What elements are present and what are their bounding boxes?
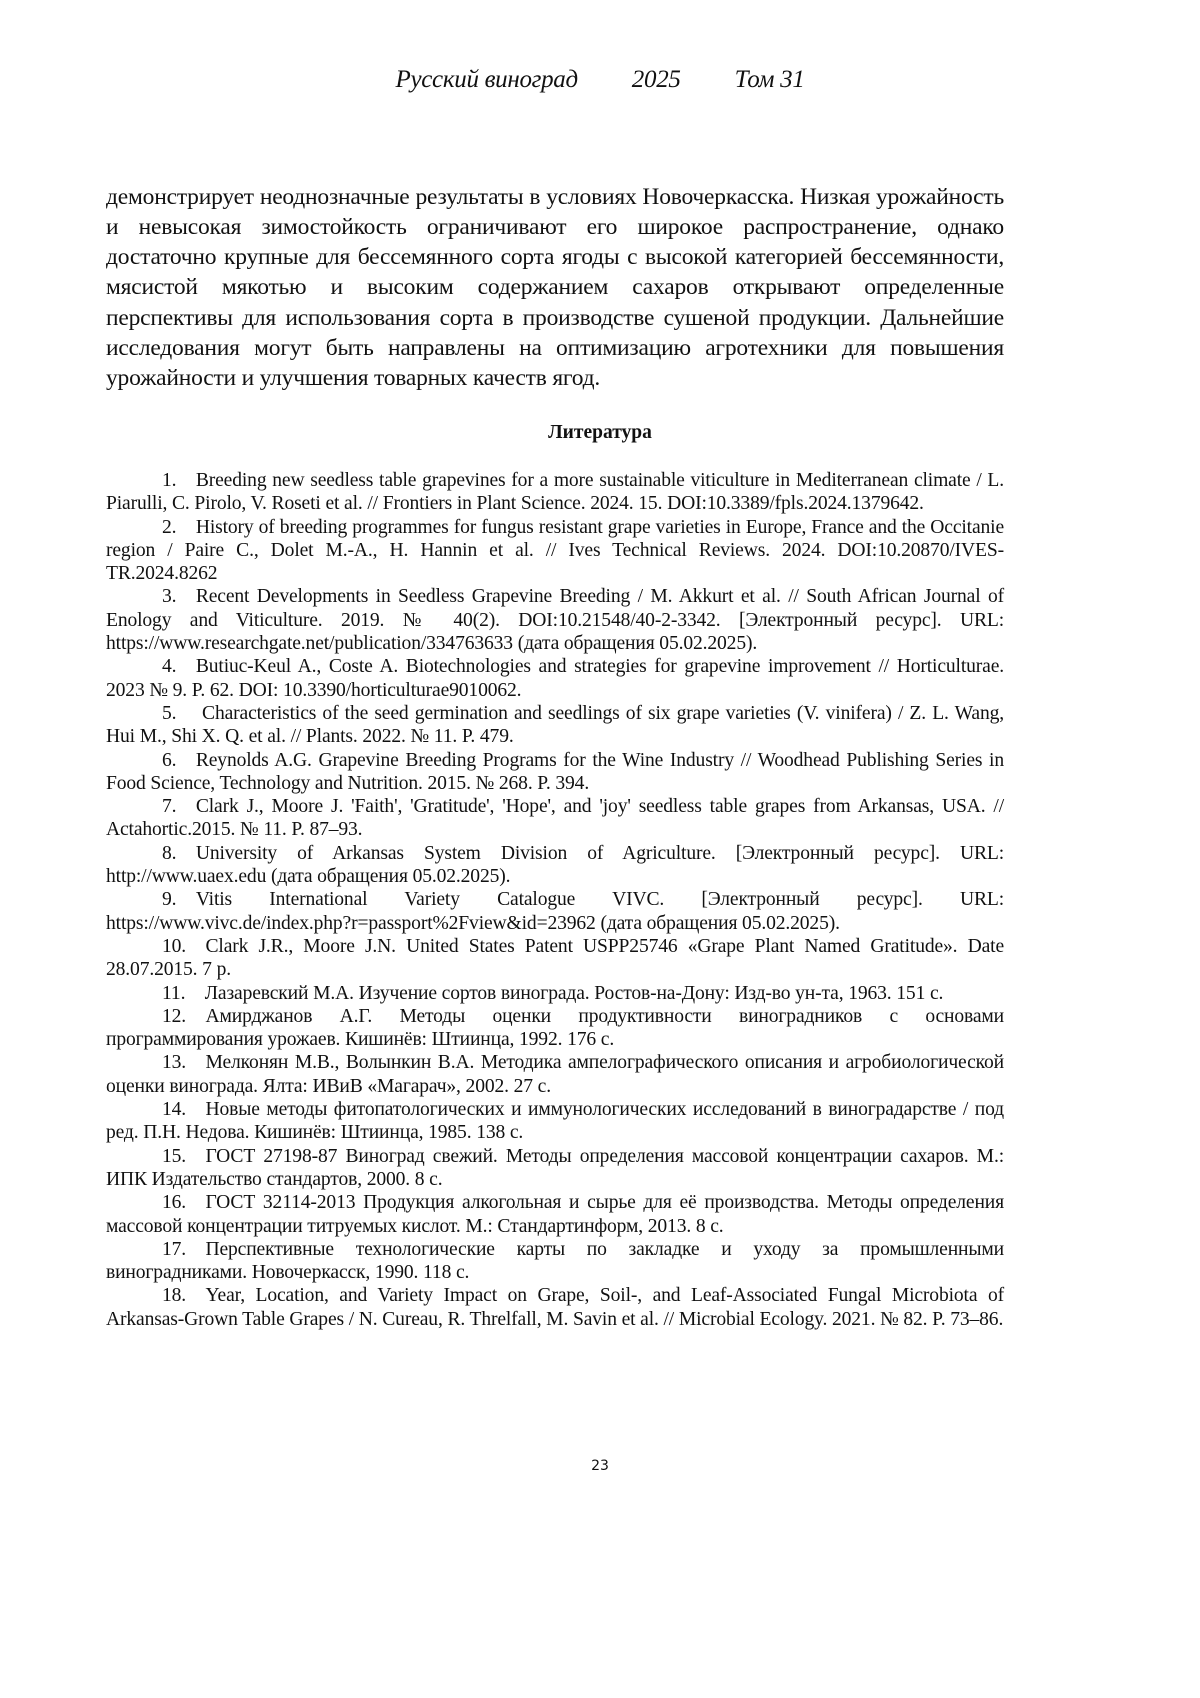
references-heading: Литература [0,422,1200,444]
reference-item: 18. Year, Location, and Variety Impact on Grape, Soil-, and Leaf-Associated Fungal Micro­biota of Arkansas-Grown Table Grapes / N. Cureau, R. Threlfall, M. Savin et al. // Microbial Ecol­ogy. 2021. № 82. P. 73–86. [106,1284,1004,1331]
reference-item: 17. Перспективные технологические карты по закладке и уходу за промышленными виноградниками. Новочеркасск, 1990. 118 с. [106,1238,1004,1285]
journal-volume: Том 31 [735,66,805,94]
reference-item: 2. History of breeding programmes for fungus resistant grape varieties in Europe, France and the Occitanie region / Paire C., Dolet M.-A., H. Hannin et al. // Ives Technical Reviews. 2024. DOI:10.20870/IVES-TR.2024.8262 [106,516,1004,586]
running-header [0,66,1200,94]
reference-item: 11. Лазаревский М.А. Изучение сортов винограда. Ростов-на-Дону: Изд-во ун-та, 1963. 151 с. [106,982,1004,1005]
reference-item: 3. Recent Developments in Seedless Grapevine Breeding / M. Akkurt et al. // South African Journal of Enology and Viticulture. 2019. № 40(2). DOI:10.21548/40-2-3342. [Электронный ресурс]. URL: https://www.researchgate.net/publication/334763633 (дата обращения 05.02.2025). [106,585,1004,655]
reference-item: 14. Новые методы фитопатологических и иммунологических исследований в виноградарстве / под ред. П.Н. Недова. Кишинёв: Штиинца, 1985. 138 с. [106,1098,1004,1145]
page-number: 23 [0,1458,1200,1474]
reference-item: 13. Мелконян М.В., Волынкин В.А. Методика ампелографического описания и агробиологической оценки винограда. Ялта: ИВиВ «Магарач», 2002. 27 с. [106,1051,1004,1098]
reference-item: 5. Characteristics of the seed germination and seedlings of six grape varieties (V. vinifera) / Z. L. Wang, Hui M., Shi X. Q. et al. // Plants. 2022. № 11. P. 479. [106,702,1004,749]
reference-item: 10. Clark J.R., Moore J.N. United States Patent USPP25746 «Grape Plant Named Gratitude». Date 28.07.2015. 7 p. [106,935,1004,982]
references-list [106,469,1004,1331]
journal-title: Русский виноград [395,66,577,94]
conclusion-paragraph: демонстрирует неоднозначные результаты в условиях Новочеркасска. Низкая урожайность и невысокая зимостойкость ограничивают его широкое распространение, однако достаточно крупные для бессемянного сорта ягоды с высокой категорией бессемянности, мясистой мякотью и высоким содержанием сахаров открывают определенные перспективы для использования сорта в производстве сушеной продукции. Дальнейшие исследования могут быть направлены на оптимизацию агротехники для повышения урожайности и улучшения товарных качеств ягод. [106,182,1004,394]
reference-item: 15. ГОСТ 27198-87 Виноград свежий. Методы определения массовой концентрации сахаров. М.: ИПК Издательство стандартов, 2000. 8 с. [106,1145,1004,1192]
reference-item: 1. Breeding new seedless table grapevines for a more sustainable viticulture in Mediterrane­an climate / L. Piarulli, C. Pirolo, V. Roseti et al. // Frontiers in Plant Science. 2024. 15. DOI:10.3389/fpls.2024.1379642. [106,469,1004,516]
reference-item: 16. ГОСТ 32114-2013 Продукция алкогольная и сырье для её производства. Методы определения массовой концентрации титруемых кислот. М.: Стандартинформ, 2013. 8 с. [106,1191,1004,1238]
reference-item: 6. Reynolds A.G. Grapevine Breeding Programs for the Wine Industry // Woodhead Pub­lishing Series in Food Science, Technology and Nutrition. 2015. № 268. P. 394. [106,749,1004,796]
reference-item: 12. Амирджанов А.Г. Методы оценки продуктивности виноградников с основами программирования урожаев. Кишинёв: Штиинца, 1992. 176 с. [106,1005,1004,1052]
reference-item: 7. Clark J., Moore J. 'Faith', 'Gratitude', 'Hope', and 'joy' seedless table grapes from Arkan­sas, USA. // Actahortic.2015. № 11. P. 87–93. [106,795,1004,842]
reference-item: 4. Butiuc-Keul A., Coste A. Biotechnologies and strategies for grapevine improvement // Horticulturae. 2023 № 9. P. 62. DOI: 10.3390/horticulturae9010062. [106,655,1004,702]
reference-item: 8. University of Arkansas System Division of Agriculture. [Электронный ресурс]. URL: http://www.uaex.edu (дата обращения 05.02.2025). [106,842,1004,889]
reference-item: 9. Vitis International Variety Catalogue VIVC. [Электронный ресурс]. URL: https://www.vivc.de/index.php?r=passport%2Fview&id=23962 (дата обращения 05.02.2025). [106,888,1004,935]
journal-year: 2025 [632,66,681,94]
